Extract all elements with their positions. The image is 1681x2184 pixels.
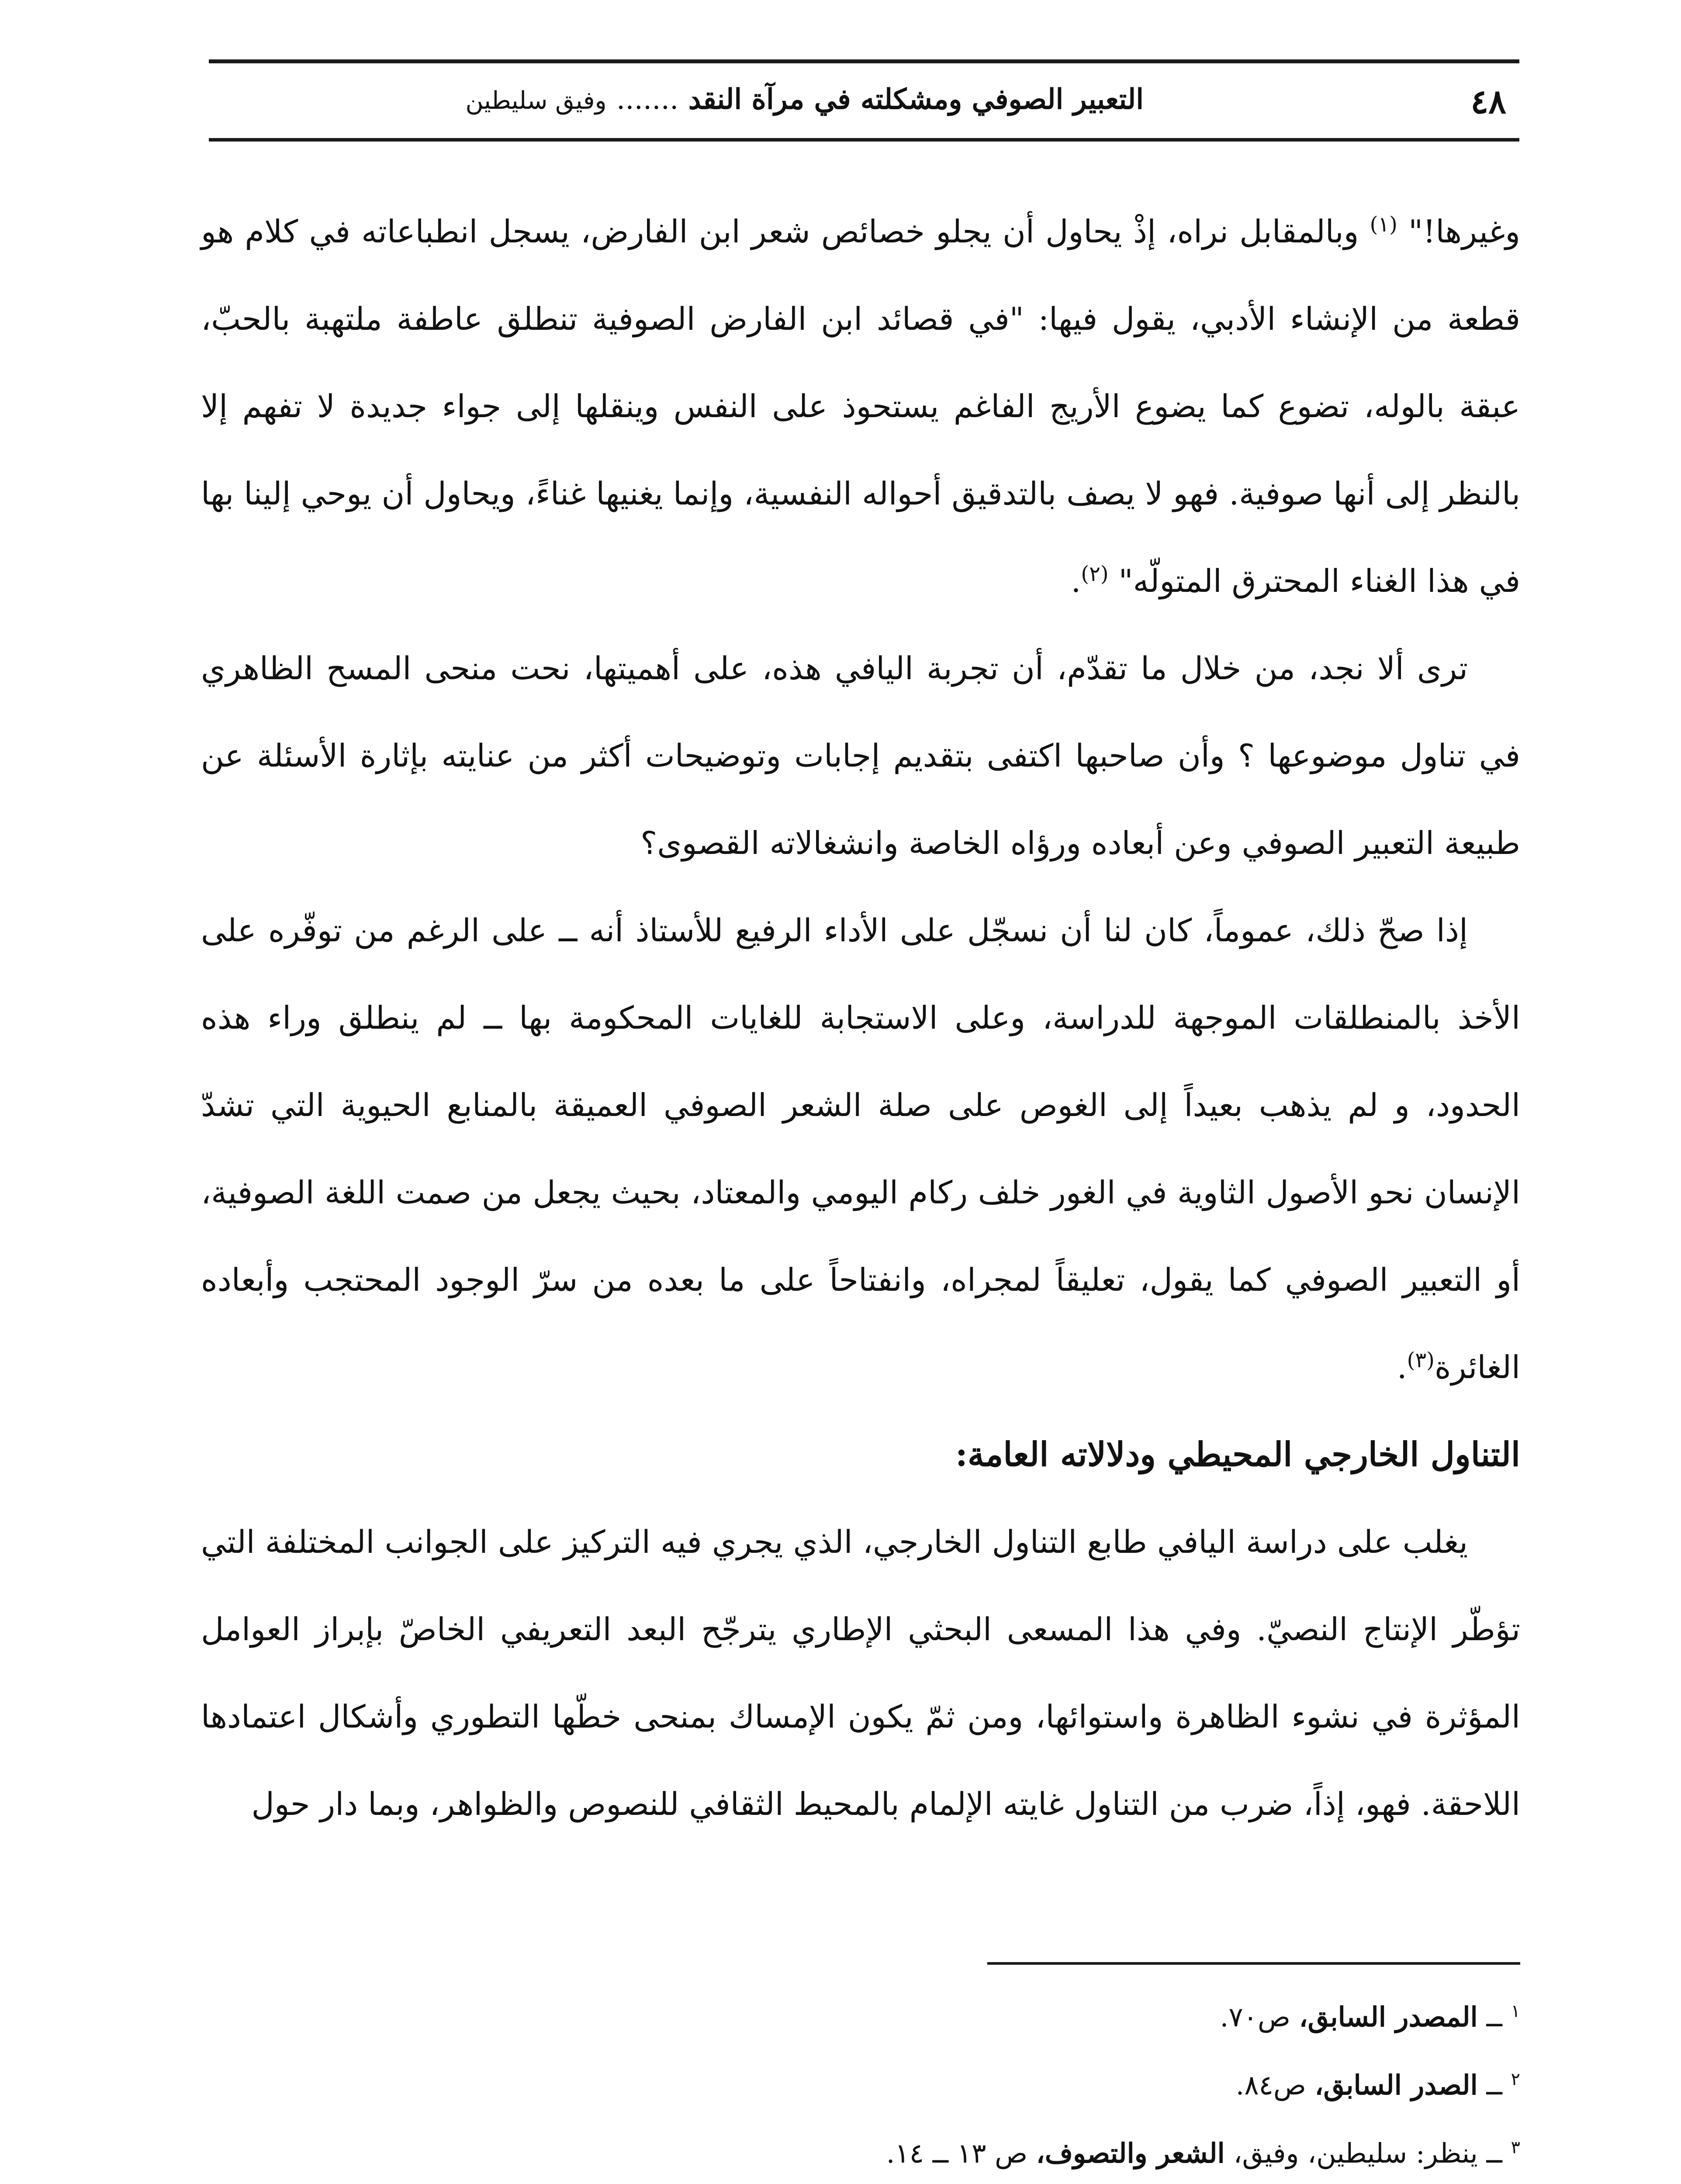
- footnote-1: [201, 1983, 1520, 2051]
- footnote-1-rest: ص٧٠.: [1220, 2001, 1299, 2033]
- running-title-dots: .......: [616, 83, 679, 116]
- paragraph-1: [201, 188, 1520, 625]
- running-title: [466, 79, 1144, 121]
- footnote-2-dash: ــ: [1486, 2069, 1502, 2101]
- footnote-ref-2[interactable]: (٢): [1081, 562, 1109, 586]
- paragraph-1-text-after: وبالمقابل نراه، إذْ يحاول أن يجلو خصائص شعر ابن الفارض، يسجل انطباعاته في كلام هو قطعة من الإنشاء الأدبي، يقول فيها: "في قصائد ابن الفارض الصوفية تنطلق عاطفة ملتهبة بالحبّ، عبقة بالوله، تضوع كما يضوع الأريج الفاغم يستحوذ على النفس وينقلها إلى جواء جديدة لا تفهم إلا بالنظر إلى أنها صوفية. فهو لا يصف بالتدقيق أحواله النفسية، وإنما يغنيها غناءً، ويحاول أن يوحي إلينا بها في هذا الغناء المحترق المتولّه": [201, 213, 1520, 599]
- paragraph-2: [201, 625, 1520, 887]
- footnote-3-dash: ــ: [1486, 2137, 1502, 2169]
- footnote-3-rest: ص ١٣ ــ ١٤.: [886, 2137, 1036, 2169]
- paragraph-3-end: .: [1397, 1349, 1407, 1386]
- footnote-ref-1[interactable]: (١): [1370, 212, 1397, 237]
- footnote-1-dash: ــ: [1486, 2001, 1502, 2033]
- paragraph-1-end: .: [1071, 563, 1081, 599]
- running-title-author: وفيق سليطين: [465, 86, 607, 115]
- footnote-3-number: ٣: [1511, 2137, 1520, 2158]
- footnote-2-number: ٢: [1511, 2069, 1520, 2090]
- running-title-text: التعبير الصوفي ومشكلته في مرآة النقد: [688, 83, 1144, 116]
- footnote-1-number: ١: [1511, 2001, 1520, 2022]
- footnote-2-title: الصدر السابق،: [1314, 2069, 1478, 2101]
- footnote-2: [201, 2051, 1520, 2119]
- header-top-rule: [209, 59, 1519, 63]
- footnote-3: [201, 2119, 1520, 2184]
- footnote-ref-3[interactable]: (٣): [1407, 1348, 1435, 1372]
- paragraph-4: [201, 1498, 1520, 1848]
- footnote-separator: [987, 1962, 1520, 1965]
- section-heading: التناول الخارجي المحيطي ودلالاته العامة:: [955, 1435, 1520, 1474]
- paragraph-3-text: إذا صحّ ذلك، عموماً، كان لنا أن نسجّل على الأداء الرفيع للأستاذ أنه ــ على الرغم من توفّره على الأخذ بالمنطلقات الموجهة للدراسة، وعلى الاستجابة للغايات المحكومة بها ــ لم ينطلق وراء هذه الحدود، و لم يذهب بعيداً إلى الغوص على صلة الشعر الصوفي العميقة بالمنابع الحيوية التي تشدّ الإنسان نحو الأصول الثاوية في الغور خلف ركام اليومي والمعتاد، بحيث يجعل من صمت اللغة الصوفية، أو التعبير الصوفي كما يقول، تعليقاً لمجراه، وانفتاحاً على ما بعده من سرّ الوجود المحتجب وأبعاده الغائرة: [201, 912, 1520, 1386]
- paragraph-3: [201, 887, 1520, 1411]
- page-header: [209, 70, 1519, 135]
- footnote-1-title: المصدر السابق،: [1299, 2001, 1478, 2033]
- paragraph-1-text: وغيرها!": [1408, 213, 1520, 250]
- paragraph-4-text: يغلب على دراسة اليافي طابع التناول الخارجي، الذي يجري فيه التركيز على الجوانب المختلفة التي تؤطّر الإنتاج النصيّ. وفي هذا المسعى البحثي الإطاري يترجّح البعد التعريفي الخاصّ بإبراز العوامل المؤثرة في نشوء الظاهرة واستوائها، ومن ثمّ يكون الإمساك بمنحى خطّها التطوري وأشكال اعتمادها اللاحقة. فهو، إذاً، ضرب من التناول غايته الإلمام بالمحيط الثقافي للنصوص والظواهر، وبما دار حول: [201, 1524, 1520, 1822]
- footnotes: [201, 1983, 1520, 2184]
- footnote-3-prefix: ينظر: سليطين، وفيق،: [1224, 2137, 1487, 2169]
- header-bottom-rule: [209, 138, 1519, 142]
- body-text: [201, 188, 1520, 1848]
- footnote-3-title: الشعر والتصوف،: [1036, 2137, 1225, 2169]
- paragraph-2-text: ترى ألا نجد، من خلال ما تقدّم، أن تجربة اليافي هذه، على أهميتها، نحت منحى المسح الظاهري في تناول موضوعها ؟ وأن صاحبها اكتفى بتقديم إجابات وتوضيحات أكثر من عنايته بإثارة الأسئلة عن طبيعة التعبير الصوفي وعن أبعاده ورؤاه الخاصة وانشغالاته القصوى؟: [201, 650, 1520, 861]
- page-number: ٤٨: [1470, 82, 1506, 121]
- footnote-2-rest: ص٨٤.: [1235, 2069, 1315, 2101]
